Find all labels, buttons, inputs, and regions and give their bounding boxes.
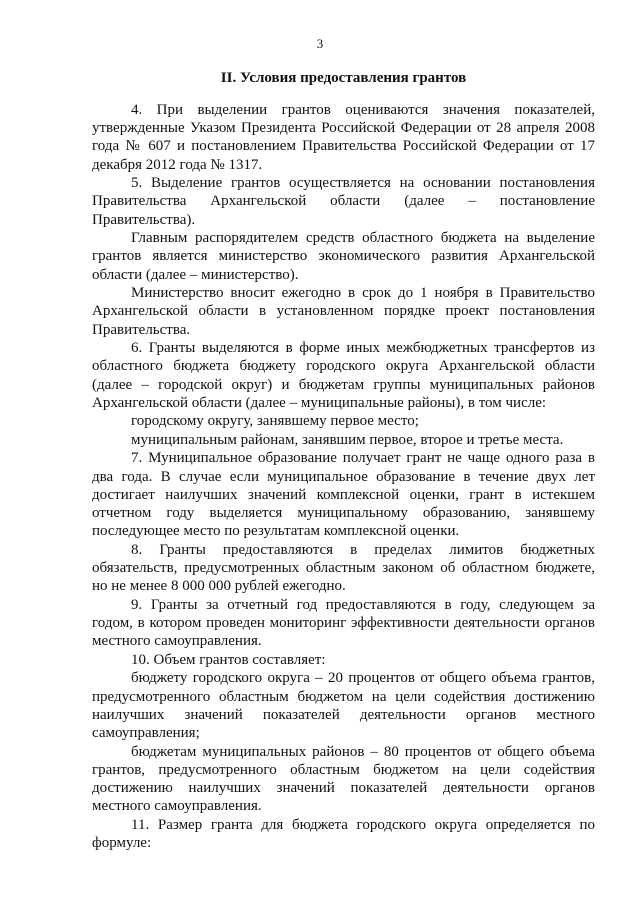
paragraph-item-4: 4. При выделении грантов оцениваются значения показателей, утвержденные Указом Президента Российской Федерации от 28 апреля 2008 года № 607 и постановлением Правительства Российской Федерации от 17 декабря 2012 года № 1317.	[92, 102, 595, 173]
paragraph-item-5: 5. Выделение грантов осуществляется на основании постановления Правительства Архангельской области (далее – постановление Правительства).	[92, 175, 595, 228]
paragraph-chief-administrator: Главным распорядителем средств областного бюджета на выделение грантов является министерство экономического развития Архангельской области (далее – министерство).	[92, 230, 595, 283]
paragraph-city-share: бюджету городского округа – 20 процентов от общего объема грантов, предусмотренного областным бюджетом на цели содействия достижению наилучших значений показателей деятельности органов местного самоуправления;	[92, 670, 595, 742]
paragraph-item-7: 7. Муниципальное образование получает грант не чаще одного раза в два года. В случае если муниципальное образование в течение двух лет достигает наилучших значений комплексной оценки, грант в истекшем отчетном году выделяется муниципальному образованию, занявшему последующее место по результатам комплексной оценки.	[92, 450, 595, 540]
paragraph-city-district: городскому округу, занявшему первое место;	[131, 413, 419, 430]
paragraph-item-9: 9. Гранты за отчетный год предоставляются в году, следующем за годом, в котором проведен мониторинг эффективности деятельности органов местного самоуправления.	[92, 596, 595, 650]
section-title: II. Условия предоставления грантов	[220, 70, 467, 86]
paragraph-item-6: 6. Гранты выделяются в форме иных межбюджетных трансфертов из областного бюджета бюджету городского округа Архангельской области (далее – городской округ) и бюджетам группы муниципальных районов Архангельской области (далее – муниципальные районы), в том числе:	[92, 340, 595, 411]
paragraph-municipal-districts: муниципальным районам, занявшим первое, второе и третье места.	[131, 431, 564, 448]
paragraph-item-8: 8. Гранты предоставляются в пределах лимитов бюджетных обязательств, предусмотренных областным законом об областном бюджете, но не менее 8 000 000 рублей ежегодно.	[92, 541, 595, 595]
paragraph-item-11: 11. Размер гранта для бюджета городского округа определяется по формуле:	[92, 816, 595, 851]
paragraph-item-10: 10. Объем грантов составляет:	[131, 651, 326, 668]
page-number: 3	[316, 36, 324, 51]
paragraph-districts-share: бюджетам муниципальных районов – 80 процентов от общего объема грантов, предусмотренного областным бюджетом на цели содействия достижению наилучших значений показателей деятельности органов местного самоуправления.	[92, 743, 595, 815]
paragraph-ministry-deadline: Министерство вносит ежегодно в срок до 1 ноября в Правительство Архангельской области в установленном порядке проект постановления Правительства.	[92, 285, 595, 338]
document-body	[92, 101, 595, 853]
